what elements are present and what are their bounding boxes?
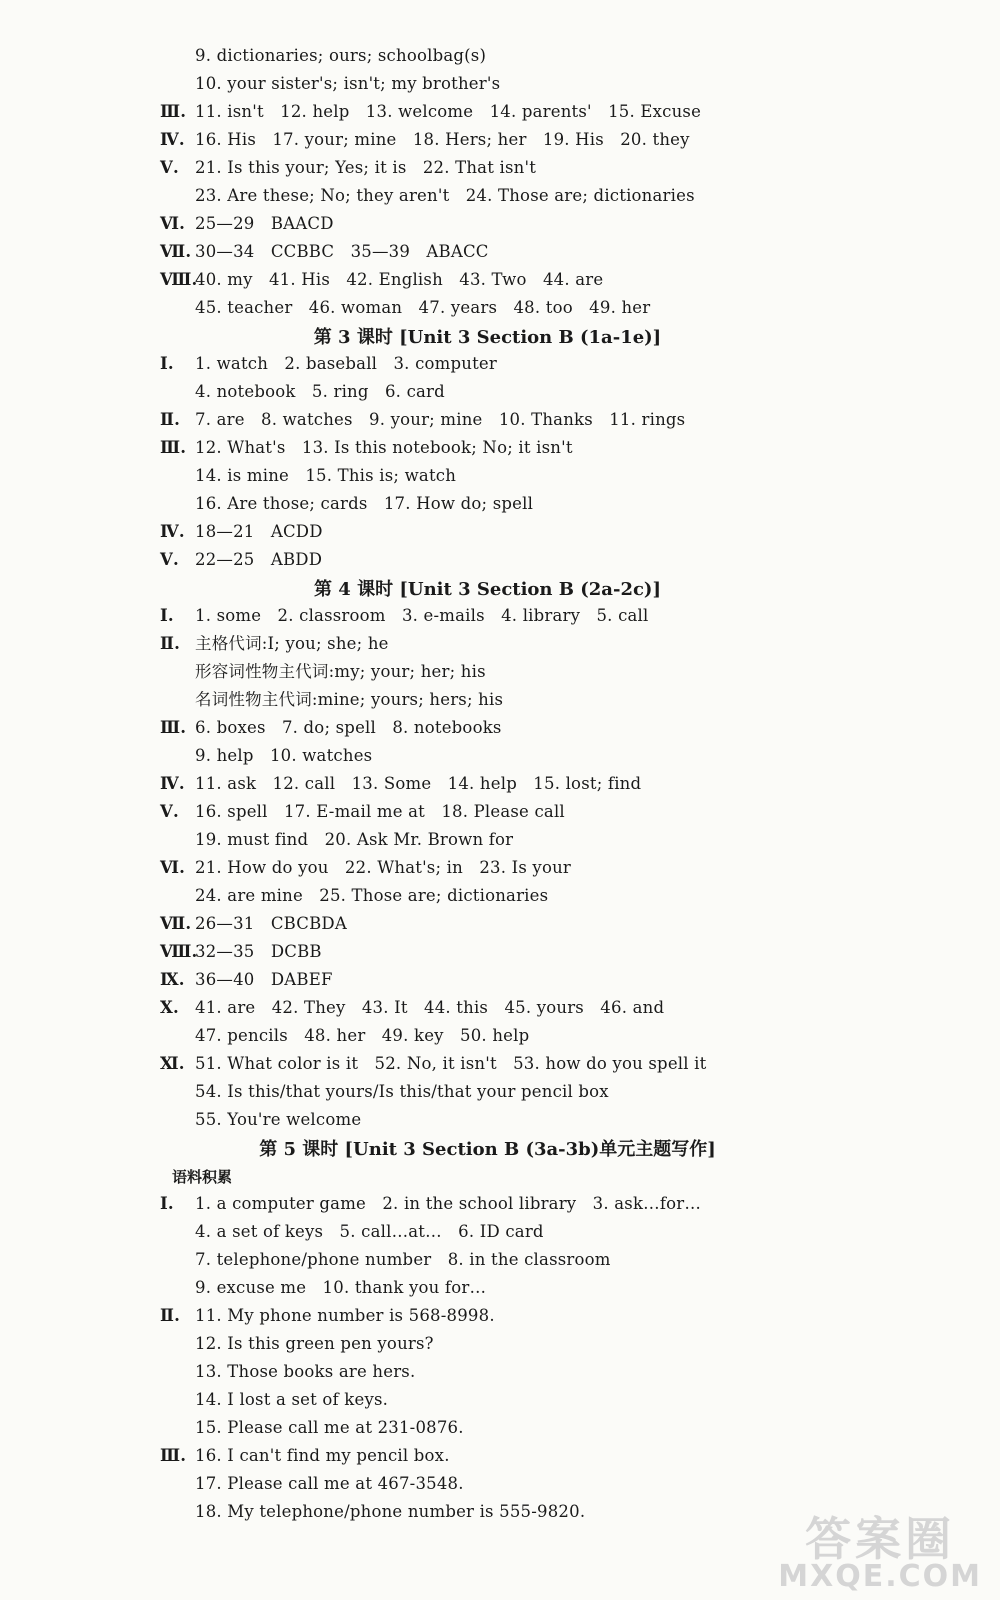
answer-text: 18—21 ACDD [195,522,323,541]
section-numeral: Ⅲ. [160,102,187,121]
answer-line [160,1305,495,1327]
answer-line [160,437,573,459]
answer-text: 24. are mine 25. Those are; dictionaries [195,886,549,905]
answer-text: 40. my 41. His 42. English 43. Two 44. are [195,270,604,289]
answer-text: 11. My phone number is 568-8998. [195,1306,495,1325]
answer-line [160,717,502,739]
answer-text: 主格代词:I; you; she; he [195,634,389,653]
answer-line [160,1109,361,1131]
answer-line [160,493,533,515]
answer-line [160,45,486,67]
answer-text: 23. Are these; No; they aren't 24. Those are; dictionaries [195,186,695,205]
answer-line [160,1193,701,1215]
answer-text: 1. some 2. classroom 3. e-mails 4. library 5. call [195,606,649,625]
answer-line [160,549,322,571]
answer-text: 9. help 10. watches [195,746,373,765]
answer-text: 18. My telephone/phone number is 555-9820. [195,1502,586,1521]
answer-text: 41. are 42. They 43. It 44. this 45. yours 46. and [195,998,665,1017]
section-numeral: Ⅺ. [160,1054,185,1073]
answer-text: 16. Are those; cards 17. How do; spell [195,494,534,513]
answer-line [160,381,445,403]
answer-text: 30—34 CCBBC 35—39 ABACC [195,242,489,261]
answer-text: 6. boxes 7. do; spell 8. notebooks [195,718,502,737]
answer-text: 32—35 DCBB [195,942,322,961]
section-numeral: Ⅶ. [160,242,192,261]
section-numeral: Ⅱ. [160,410,181,429]
answer-text: 4. a set of keys 5. call…at… 6. ID card [195,1222,544,1241]
answer-text: 22—25 ABDD [195,550,323,569]
section-heading: 第 4 课时 [Unit 3 Section B (2a-2c)] [314,579,661,600]
answer-text: 17. Please call me at 467-3548. [195,1474,464,1493]
answer-text: 21. Is this your; Yes; it is 22. That isn't [195,158,537,177]
answer-line [160,1081,609,1103]
answer-line [160,185,695,207]
answer-text: 14. I lost a set of keys. [195,1390,389,1409]
answer-line [160,773,641,795]
watermark-top: 答案圈 [805,1512,956,1566]
answer-line [160,1501,585,1523]
answer-text: 16. His 17. your; mine 18. Hers; her 19. His 20. they [195,130,690,149]
answer-line [160,1053,707,1075]
answer-line [160,213,334,235]
answer-line [160,745,372,767]
answer-text: 11. ask 12. call 13. Some 14. help 15. lost; find [195,774,642,793]
answer-text: 16. I can't find my pencil box. [195,1446,450,1465]
answer-text: 14. is mine 15. This is; watch [195,466,457,485]
answer-line [160,269,603,291]
answer-line [160,1221,544,1243]
answer-line [160,941,322,963]
answer-line [160,73,500,95]
answer-line [160,1389,388,1411]
answer-line [160,157,536,179]
section-heading: 第 5 课时 [Unit 3 Section B (3a-3b)单元主题写作] [259,1139,716,1160]
answer-line [160,409,685,431]
section-numeral: Ⅳ. [160,130,185,149]
answer-line [160,1277,486,1299]
answer-text: 21. How do you 22. What's; in 23. Is your [195,858,572,877]
answer-line [160,297,650,319]
answer-text: 4. notebook 5. ring 6. card [195,382,445,401]
answer-text: 36—40 DABEF [195,970,333,989]
answer-line [160,1417,464,1439]
answer-text: 25—29 BAACD [195,214,334,233]
answer-line [160,829,513,851]
section-numeral: Ⅵ. [160,214,186,233]
subsection-label: 语料积累 [172,1168,233,1186]
watermark-logo [778,1512,982,1594]
answer-line [160,913,347,935]
section-numeral: Ⅱ. [160,1306,181,1325]
answer-line [160,1333,434,1355]
answer-text: 13. Those books are hers. [195,1362,416,1381]
section-numeral: Ⅲ. [160,438,187,457]
answer-line [160,1445,450,1467]
answer-line [160,885,548,907]
answer-text: 19. must find 20. Ask Mr. Brown for [195,830,514,849]
answer-line [160,1361,415,1383]
answer-text: 9. excuse me 10. thank you for… [195,1278,487,1297]
section-numeral: Ⅷ. [160,270,198,289]
answer-text: 55. You're welcome [195,1110,362,1129]
section-numeral: Ⅱ. [160,634,181,653]
answer-text: 11. isn't 12. help 13. welcome 14. parents' 15. Excuse [195,102,702,121]
answer-line [160,465,456,487]
answer-line [160,661,486,683]
section-numeral: Ⅷ. [160,942,198,961]
answer-line [160,997,664,1019]
section-numeral: Ⅰ. [160,1194,174,1213]
section-numeral: Ⅴ. [160,550,179,569]
section-numeral: Ⅵ. [160,858,186,877]
answer-line [160,633,389,655]
section-numeral: Ⅲ. [160,718,187,737]
section-numeral: Ⅰ. [160,606,174,625]
answer-line [160,353,497,375]
answer-text: 47. pencils 48. her 49. key 50. help [195,1026,530,1045]
answer-line [160,969,333,991]
section-numeral: Ⅳ. [160,522,185,541]
answer-text: 16. spell 17. E-mail me at 18. Please call [195,802,565,821]
section-numeral: Ⅸ. [160,970,185,989]
answer-line [160,857,571,879]
section-numeral: Ⅲ. [160,1446,187,1465]
answer-text: 51. What color is it 52. No, it isn't 53. how do you spell it [195,1054,707,1073]
answer-text: 形容词性物主代词:my; your; her; his [195,662,486,681]
answer-text: 15. Please call me at 231-0876. [195,1418,464,1437]
answer-line [160,521,323,543]
answer-text: 54. Is this/that yours/Is this/that your pencil box [195,1082,609,1101]
answer-text: 12. What's 13. Is this notebook; No; it isn't [195,438,573,457]
answer-text: 7. telephone/phone number 8. in the classroom [195,1250,611,1269]
answer-text: 名词性物主代词:mine; yours; hers; his [195,690,504,709]
answer-line [160,801,565,823]
section-numeral: Ⅹ. [160,998,179,1017]
answer-line [160,101,701,123]
answer-text: 10. your sister's; isn't; my brother's [195,74,501,93]
section-numeral: Ⅶ. [160,914,192,933]
answer-text: 9. dictionaries; ours; schoolbag(s) [195,46,487,65]
watermark-bottom: MXQE.COM [778,1559,982,1594]
answer-text: 26—31 CBCBDA [195,914,347,933]
answer-text: 7. are 8. watches 9. your; mine 10. Thanks 11. rings [195,410,686,429]
answer-line [160,1249,611,1271]
answer-line [160,605,649,627]
section-numeral: Ⅳ. [160,774,185,793]
section-heading: 第 3 课时 [Unit 3 Section B (1a-1e)] [313,327,662,348]
section-numeral: Ⅰ. [160,354,174,373]
answer-line [160,241,489,263]
answer-text: 45. teacher 46. woman 47. years 48. too 49. her [195,298,651,317]
section-numeral: Ⅴ. [160,802,179,821]
answer-text: 12. Is this green pen yours? [195,1334,434,1353]
answer-text: 1. watch 2. baseball 3. computer [195,354,497,373]
section-numeral: Ⅴ. [160,158,179,177]
answer-line [160,689,503,711]
answer-line [160,129,690,151]
answer-text: 1. a computer game 2. in the school library 3. ask…for… [195,1194,702,1213]
answer-line [160,1025,529,1047]
answer-line [160,1473,464,1495]
